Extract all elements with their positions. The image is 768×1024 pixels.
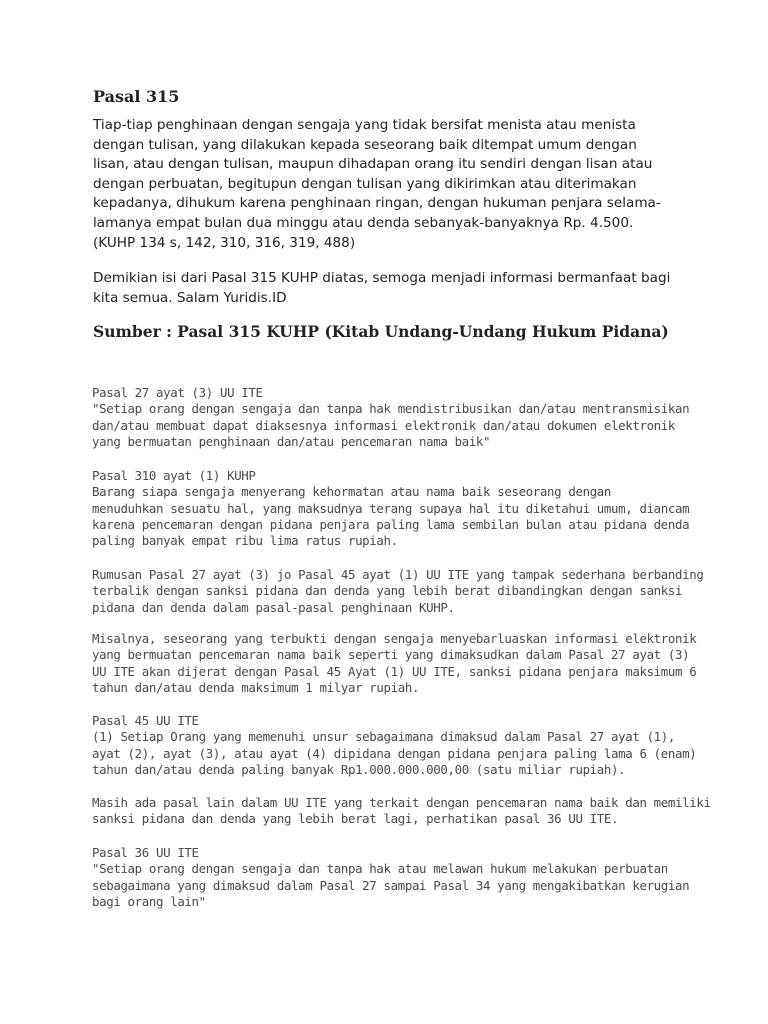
- note-line: Rumusan Pasal 27 ayat (3) jo Pasal 45 ayat (1) UU ITE yang tampak sederhana berbanding: [92, 567, 704, 582]
- note-line: karena pencemaran dengan pidana penjara paling lama sembilan bulan atau pidana denda: [92, 516, 690, 532]
- note-masih-ada: [92, 795, 711, 828]
- note-pasal-310-kuhp: [92, 468, 690, 549]
- note-line: Pasal 27 ayat (3) UU ITE: [92, 385, 263, 400]
- note-line: paling banyak empat ribu lima ratus rupiah.: [92, 533, 398, 549]
- note-line: "Setiap orang dengan sengaja dan tanpa hak mendistribusikan dan/atau mentransmisikan: [92, 401, 690, 417]
- note-line: bagi orang lain": [92, 893, 206, 909]
- note-misalnya: [92, 631, 697, 696]
- note-line: dan/atau membuat dapat diaksesnya informasi elektronik dan/atau dokumen elektronik: [92, 417, 676, 433]
- note-line: Misalnya, seseorang yang terbukti dengan sengaja menyebarluaskan informasi elektronik: [92, 631, 697, 646]
- note-line: (1) Setiap Orang yang memenuhi unsur sebagaimana dimaksud dalam Pasal 27 ayat (1),: [92, 729, 676, 745]
- note-line: sanksi pidana dan denda yang lebih berat lagi, perhatikan pasal 36 UU ITE.: [92, 811, 619, 827]
- note-pasal-36-uu-ite: [92, 845, 690, 910]
- note-line: Pasal 310 ayat (1) KUHP: [92, 468, 256, 483]
- note-line: yang bermuatan pencemaran nama baik seperti yang dimaksudkan dalam Pasal 27 ayat (3): [92, 647, 690, 663]
- note-line: "Setiap orang dengan sengaja dan tanpa hak atau melawan hukum melakukan perbuatan: [92, 861, 668, 877]
- note-line: UU ITE akan dijerat dengan Pasal 45 Ayat (1) UU ITE, sanksi pidana penjara maksimum 6: [92, 663, 697, 679]
- note-line: terbalik dengan sanksi pidana dan denda yang lebih berat dibandingkan dengan sanksi: [92, 583, 683, 599]
- note-line: Barang siapa sengaja menyerang kehormatan atau nama baik seseorang dengan: [92, 484, 612, 500]
- note-line: sebagaimana yang dimaksud dalam Pasal 27 sampai Pasal 34 yang mengakibatkan kerugian: [92, 877, 690, 893]
- section-title: Pasal 315: [93, 87, 180, 106]
- note-rumusan: [92, 567, 704, 616]
- note-line: Masih ada pasal lain dalam UU ITE yang terkait dengan pencemaran nama baik dan memiliki: [92, 795, 711, 810]
- note-line: Pasal 45 UU ITE: [92, 713, 199, 728]
- article-paragraph: Tiap-tiap penghinaan dengan sengaja yang tidak bersifat menista atau menista dengan tulisan, yang dilakukan kepada seseorang baik ditempat umum dengan lisan, atau dengan tulisan, maupun dihadapan orang itu sendiri dengan lisan atau dengan perbuatan, begitupun dengan tulisan yang dikirimkan atau diterimakan kepadanya, dihukum karena penghinaan ringan, dengan hukuman penjara selama-lamanya empat bulan dua minggu atau denda sebanyak-banyaknya Rp. 4.500. (KUHP 134 s, 142, 310, 316, 319, 488): [93, 117, 661, 251]
- note-line: menuduhkan sesuatu hal, yang maksudnya terang supaya hal itu diketahui umum, diancam: [92, 500, 690, 516]
- note-line: yang bermuatan penghinaan dan/atau pencemaran nama baik": [92, 433, 491, 449]
- note-line: tahun dan/atau denda paling banyak Rp1.000.000.000,00 (satu miliar rupiah).: [92, 761, 626, 777]
- note-line: ayat (2), ayat (3), atau ayat (4) dipidana dengan pidana penjara paling lama 6 (enam): [92, 745, 697, 761]
- closing-paragraph: Demikian isi dari Pasal 315 KUHP diatas, semoga menjadi informasi bermanfaat bagi kita semua. Salam Yuridis.ID: [93, 270, 671, 306]
- note-line: Pasal 36 UU ITE: [92, 845, 199, 860]
- note-line: tahun dan/atau denda maksimum 1 milyar rupiah.: [92, 679, 420, 695]
- source-heading: Sumber : Pasal 315 KUHP (Kitab Undang-Undang Hukum Pidana): [93, 322, 669, 341]
- note-pasal-45-uu-ite: [92, 713, 697, 778]
- note-line: pidana dan denda dalam pasal-pasal penghinaan KUHP.: [92, 599, 455, 615]
- note-pasal-27-uu-ite: [92, 385, 690, 450]
